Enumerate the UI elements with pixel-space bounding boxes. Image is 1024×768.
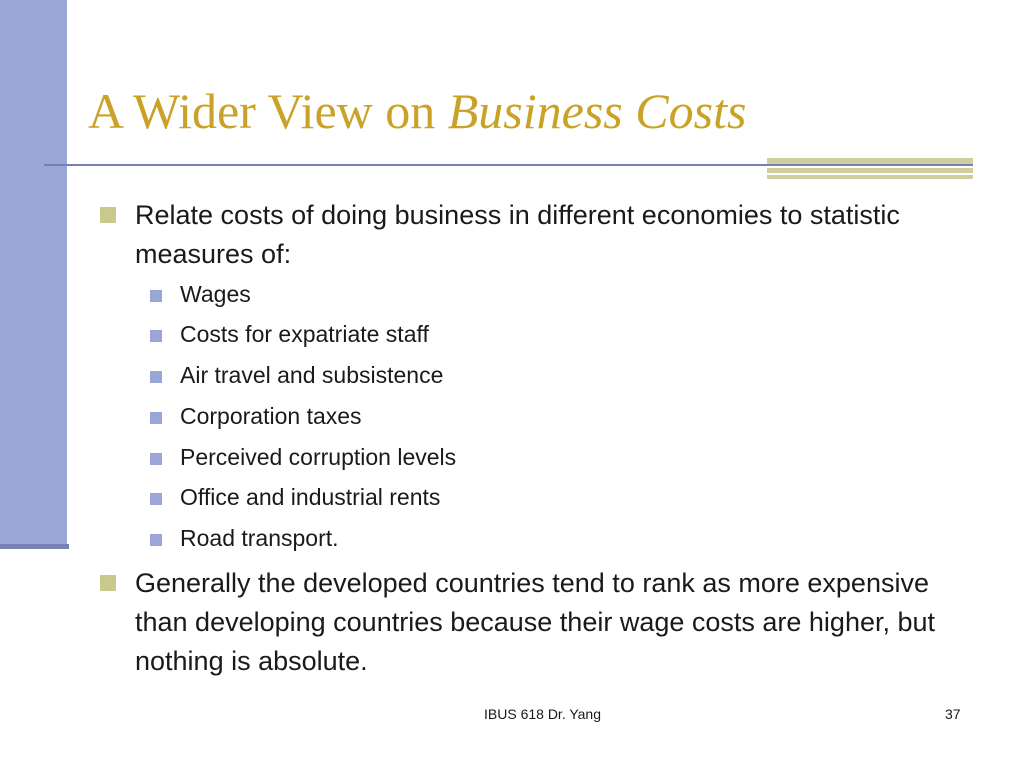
square-bullet-icon (100, 575, 116, 591)
square-bullet-icon (150, 493, 162, 505)
bullet-text: Relate costs of doing business in different economies to statistic measures of: (135, 200, 900, 269)
footer-course-label: IBUS 618 Dr. Yang (484, 706, 601, 722)
decorative-stripe-3 (767, 175, 973, 179)
sub-bullet-item (150, 279, 850, 309)
square-bullet-icon (150, 330, 162, 342)
square-bullet-icon (150, 534, 162, 546)
sub-bullet-text: Corporation taxes (180, 403, 362, 429)
bullet-item (100, 564, 950, 681)
bullet-text: Generally the developed countries tend to rank as more expensive than developing countries because their wage costs are higher, but nothing is absolute. (135, 568, 936, 676)
sub-bullet-item (150, 319, 850, 349)
square-bullet-icon (150, 412, 162, 424)
square-bullet-icon (100, 207, 116, 223)
sub-bullet-item (150, 523, 850, 553)
sub-bullet-text: Perceived corruption levels (180, 444, 457, 470)
sub-bullet-item (150, 482, 850, 512)
sub-bullet-text: Office and industrial rents (180, 484, 441, 510)
sub-bullet-item (150, 442, 850, 472)
sub-bullet-item (150, 360, 850, 390)
title-emphasis: Business Costs (447, 83, 747, 139)
title-divider (44, 164, 973, 166)
sub-bullet-text: Road transport. (180, 525, 339, 551)
sub-bullet-text: Costs for expatriate staff (180, 321, 429, 347)
sub-bullet-text: Wages (180, 281, 251, 307)
sub-bullet-text: Air travel and subsistence (180, 362, 444, 388)
left-accent-band (0, 0, 67, 548)
square-bullet-icon (150, 453, 162, 465)
footer-page-number: 37 (945, 706, 961, 722)
decorative-stripe-2 (767, 168, 973, 173)
bullet-item (100, 196, 950, 274)
decorative-stripe-1 (767, 158, 973, 164)
square-bullet-icon (150, 371, 162, 383)
slide-title (88, 82, 746, 140)
left-band-edge (0, 544, 69, 549)
square-bullet-icon (150, 290, 162, 302)
sub-bullet-item (150, 401, 850, 431)
title-main: A Wider View on (88, 83, 448, 139)
